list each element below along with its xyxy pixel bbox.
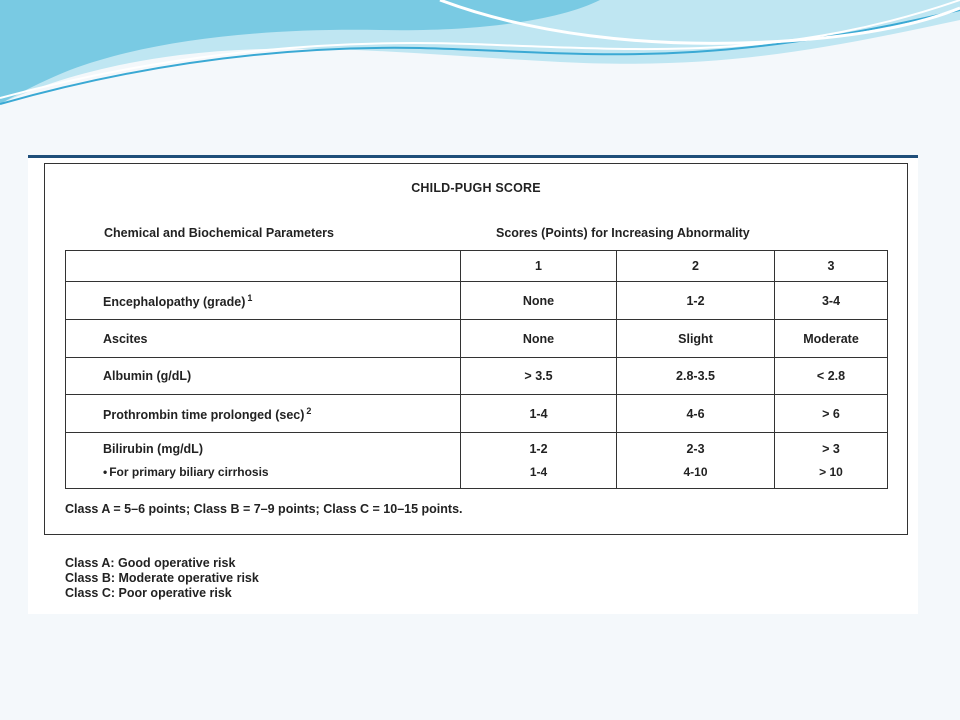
sub-score-value: 4-10 [683,465,708,479]
score-value: 2-3 [686,442,705,456]
table-row [66,320,888,358]
score-cell-2: Slight [617,320,775,358]
score-cell-3: Moderate [775,320,888,358]
row-parameter [66,282,461,320]
score-cell-3: 3-4 [775,282,888,320]
risk-line: Class A: Good operative risk [65,556,236,570]
score-cell-2: 2.8-3.5 [617,358,775,395]
sub-score-value: > 10 [819,465,843,479]
score-cell-1: > 3.5 [461,358,617,395]
score-value: 1-2 [529,442,548,456]
document-title: CHILD-PUGH SCORE [411,181,541,195]
header-parameters: Chemical and Biochemical Parameters [104,226,334,240]
decorative-wave-header [0,0,960,120]
row-parameter [66,433,461,489]
score-cell-3: > 6 [775,395,888,433]
score-cell-1 [461,433,617,489]
score-value: > 3 [822,442,840,456]
column-header-2: 2 [617,251,775,282]
operative-risk-list [65,556,259,601]
parameter-label: Encephalopathy (grade) [103,294,246,309]
footnote-marker: 1 [247,292,253,303]
table-row [66,433,888,489]
score-cell-3 [775,433,888,489]
column-header-3: 3 [775,251,888,282]
score-cell-2 [617,433,775,489]
risk-line: Class C: Poor operative risk [65,586,232,600]
table-row [66,282,888,320]
table-corner-cell [66,251,461,282]
score-cell-2: 4-6 [617,395,775,433]
parameter-label: Bilirubin (mg/dL) [103,442,203,456]
row-parameter: Ascites [66,320,461,358]
sub-score-value: 1-4 [529,465,548,479]
score-cell-1: None [461,282,617,320]
bullet-icon: • [103,465,108,479]
table-header-row [66,251,888,282]
score-cell-1: None [461,320,617,358]
column-header-1: 1 [461,251,617,282]
score-cell-1: 1-4 [461,395,617,433]
header-scores: Scores (Points) for Increasing Abnormality [496,226,750,240]
footnote-marker: 2 [306,405,312,416]
risk-line: Class B: Moderate operative risk [65,571,259,585]
sub-parameter-label: For primary biliary cirrhosis [109,465,269,479]
child-pugh-table [65,250,888,489]
score-cell-2: 1-2 [617,282,775,320]
score-cell-3: < 2.8 [775,358,888,395]
parameter-label: Prothrombin time prolonged (sec) [103,407,305,422]
table-row [66,395,888,433]
sub-parameter [103,465,460,479]
class-points-line: Class A = 5–6 points; Class B = 7–9 points; Class C = 10–15 points. [65,502,463,516]
row-parameter [66,395,461,433]
table-row [66,358,888,395]
row-parameter: Albumin (g/dL) [66,358,461,395]
